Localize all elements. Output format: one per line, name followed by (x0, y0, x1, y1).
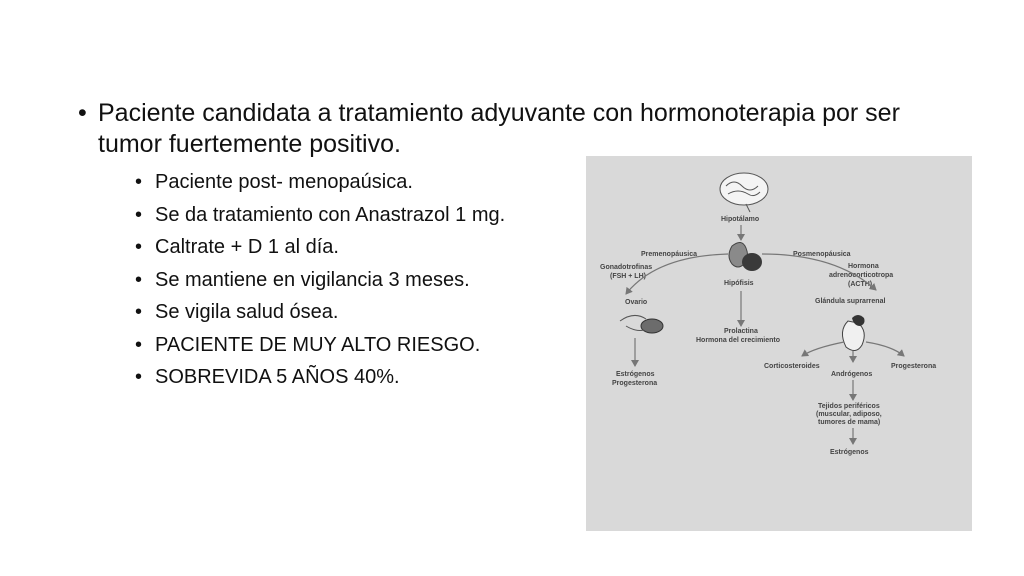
label-prolactina: Prolactina (724, 328, 758, 335)
label-hipofisis: Hipófisis (724, 280, 754, 287)
label-ovario: Ovario (625, 299, 648, 306)
label-hormona-crecimiento: Hormona del crecimiento (696, 337, 781, 344)
sub-bullet: • SOBREVIDA 5 AÑOS 40%. (135, 361, 958, 394)
label-gonadotrofinas: Gonadotrofinas (600, 264, 653, 271)
sub-bullet: • Caltrate + D 1 al día. (135, 231, 958, 264)
label-tejidos-detalle: (muscular, adiposo, (816, 411, 882, 418)
label-progesterona: Progesterona (891, 363, 937, 370)
label-tejidos: Tejidos periféricos (818, 403, 880, 410)
label-progesterona-ovario: Progesterona (612, 380, 658, 387)
diagram-svg (586, 156, 972, 531)
label-posmenopausica: Posmenopáusica (793, 251, 851, 258)
hormone-pathway-diagram (586, 156, 972, 531)
label-adrenocorticotropa: adrenocorticotropa (829, 272, 894, 279)
label-premenopausica: Premenopáusica (641, 251, 698, 258)
label-corticosteroides: Corticosteroides (764, 363, 820, 370)
label-androgenos: Andrógenos (831, 371, 873, 378)
label-acth: (ACTH) (848, 281, 873, 288)
label-estrogenos-ovario: Estrógenos (616, 371, 655, 378)
main-bullet-text: Paciente candidata a tratamiento adyuvante con hormonoterapia por ser tumor fuertemente positivo. (98, 99, 900, 158)
label-hormona: Hormona (848, 263, 879, 270)
label-hipotalamo: Hipotálamo (721, 216, 760, 223)
sub-bullet: • Se da tratamiento con Anastrazol 1 mg. (135, 199, 958, 232)
label-fsh-lh: (FSH + LH) (610, 273, 646, 280)
sub-bullet: • Se mantiene en vigilancia 3 meses. (135, 264, 958, 297)
sub-bullet: • Paciente post- menopaúsica. (135, 166, 958, 199)
label-estrogenos: Estrógenos (830, 449, 869, 456)
sub-bullet: • PACIENTE DE MUY ALTO RIESGO. (135, 329, 958, 362)
label-glandula: Glándula suprarrenal (815, 298, 886, 305)
label-tumores: tumores de mama) (818, 419, 881, 426)
sub-bullet: • Se vigila salud ósea. (135, 296, 958, 329)
